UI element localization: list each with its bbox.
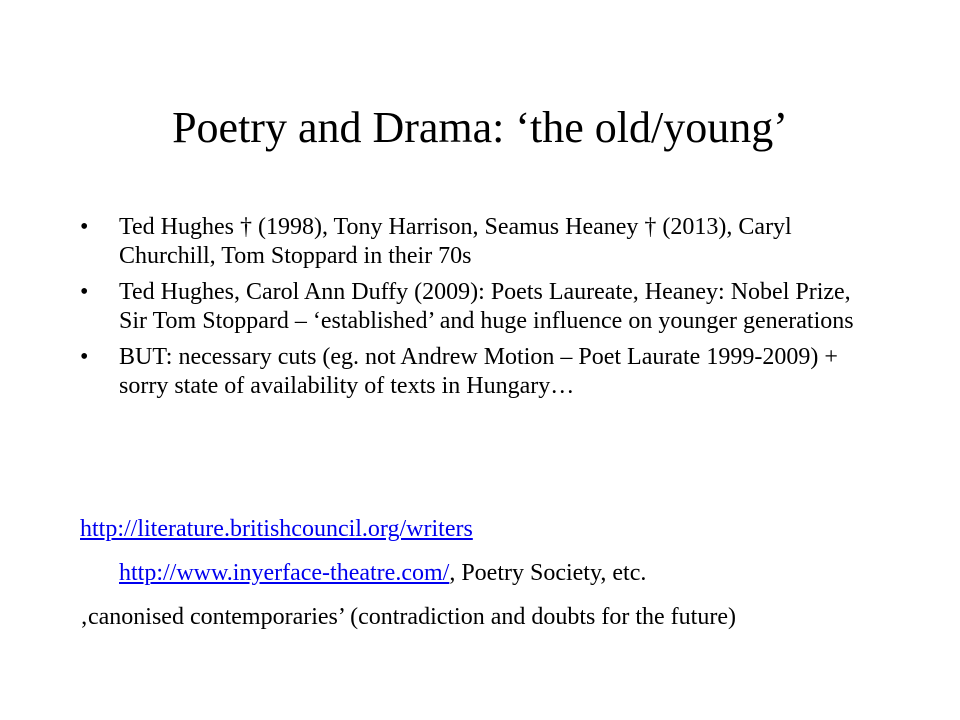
slide-title: Poetry and Drama: ‘the old/young’ — [172, 103, 788, 152]
link-line-inyerface — [80, 559, 880, 588]
bullet-item: • Ted Hughes, Carol Ann Duffy (2009): Poets Laureate, Heaney: Nobel Prize, Sir Tom Stoppard – ‘established’ and huge influence on younger generations — [80, 278, 880, 335]
link-line-british-council — [80, 515, 880, 544]
link-trailing-text: , Poetry Society, etc. — [449, 560, 647, 586]
inyerface-theatre-link[interactable]: http://www.inyerface-theatre.com/ — [119, 560, 450, 586]
bullet-list — [80, 213, 880, 408]
closing-text: ‚canonised contemporaries’ (contradiction and doubts for the future) — [80, 604, 736, 630]
british-council-link[interactable]: http://literature.britishcouncil.org/writers — [80, 516, 473, 542]
bullet-item: • Ted Hughes † (1998), Tony Harrison, Seamus Heaney † (2013), Caryl Churchill, Tom Stoppard in their 70s — [80, 213, 880, 270]
bullet-item: • BUT: necessary cuts (eg. not Andrew Motion – Poet Laurate 1999-2009) + sorry state of availability of texts in Hungary… — [80, 343, 880, 400]
